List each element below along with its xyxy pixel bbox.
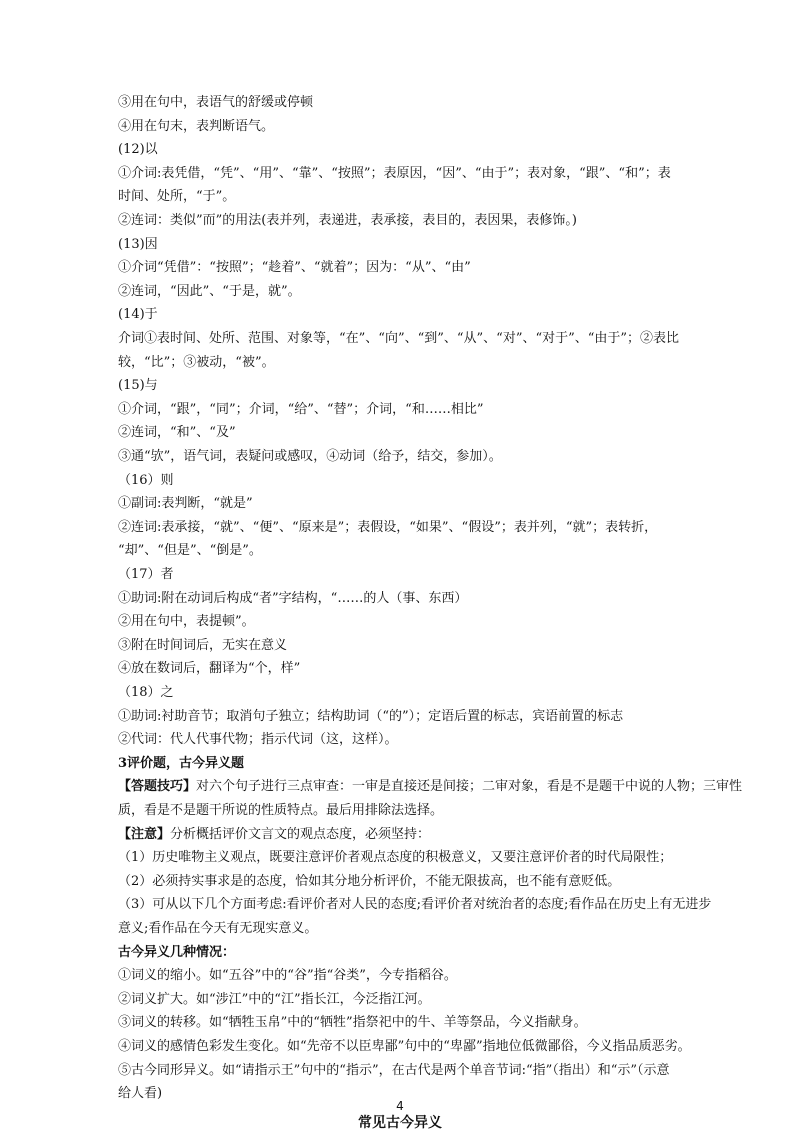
section-label: (15)与 xyxy=(118,378,158,394)
text-line: 介词①表时间、处所、范围、对象等，“在”、“向”、“到”、“从”、“对”、“对于”、“由于”；②表比 xyxy=(118,331,680,346)
note-label: 【注意】 xyxy=(118,826,171,842)
text-line: （3）可从以下几个方面考虑:看评价者对人民的态度;看评价者对统治者的态度;看作品在历史上有无进步 xyxy=(118,897,712,913)
note-text: 分析概括评价文言文的观点态度，必须坚持： xyxy=(170,826,431,842)
text-line: ②连词:表承接，“就”、“便”、“原来是”；表假设，“如果”、“假设”；表并列，“就”；表转折， xyxy=(118,519,658,535)
text-line: ④词义的感情色彩发生变化。如“先帝不以臣卑鄙”句中的“卑鄙”指地位低微鄙俗，今义指品质恶劣。 xyxy=(118,1039,691,1054)
text-line: ②连词，“因此”、“于是，就”。 xyxy=(118,283,301,299)
text-line: ①介词“凭借”：“按照”；“趁着”、“就着”；因为：“从”、“由” xyxy=(118,260,471,276)
section-label: (13)因 xyxy=(118,236,158,252)
section-heading: 古今异义几种情况： xyxy=(118,944,236,960)
text-line: 给人看) xyxy=(118,1086,163,1102)
text-line: ③附在时间词后，无实在意义 xyxy=(118,637,288,653)
text-line: ③用在句中，表语气的舒缓或停顿 xyxy=(118,95,314,110)
text-line: ②连词：类似”而”的用法(表并列，表递进，表承接，表目的，表因果，表修饰。) xyxy=(118,213,577,228)
section-label: (14)于 xyxy=(118,307,158,323)
tips-label: 【答题技巧】 xyxy=(118,779,197,795)
text-line: ①介词:表凭借，“凭”、“用”、“靠”、“按照”；表原因，“因”、“由于”；表对象，“跟”、“和”；表 xyxy=(118,165,671,181)
text-line: ⑤古今同形异义。如“请指示王”句中的“指示”，在古代是两个单音节词:“指”（指出）和“示”（示意 xyxy=(118,1062,670,1078)
text-line xyxy=(118,826,693,844)
text-line: ④放在数词后，翻译为“个，样” xyxy=(118,661,301,677)
section-title: 常见古今异义 xyxy=(358,1114,442,1131)
text-line: ②连词，“和”、“及” xyxy=(118,425,236,441)
section-label: (12)以 xyxy=(118,142,158,158)
text-line: ①介词，“跟”，“同”；介词，“给”、“替”；介词，“和……相比” xyxy=(118,401,484,417)
text-line: ④用在句末，表判断语气。 xyxy=(118,118,275,134)
section-heading: 3评价题，古今异义题 xyxy=(118,755,245,771)
text-line: ①助词:衬助音节；取消句子独立；结构助词（“的”）；定语后置的标志，宾语前置的标志 xyxy=(118,708,624,724)
section-label: （18）之 xyxy=(118,685,174,700)
text-line: ①词义的缩小。如“五谷”中的“谷”指“谷类”，今专指稻谷。 xyxy=(118,968,457,984)
text-line: ②代词：代人代事代物；指示代词（这，这样）。 xyxy=(118,732,398,748)
text-line: ②用在句中，表提顿”。 xyxy=(118,614,255,630)
section-label: （16）则 xyxy=(118,472,174,488)
text-line: ②词义扩大。如“涉江”中的“江”指长江，今泛指江河。 xyxy=(118,991,431,1007)
text-line: ③通“欤”，语气词，表疑问或感叹，④动词（给予，结交，参加）。 xyxy=(118,449,502,464)
text-line: ①助词:附在动词后构成“者”字结构，“……的人（事、东西） xyxy=(118,590,468,606)
page-number: 4 xyxy=(396,1099,404,1113)
text-line: 意义;看作品在今天有无现实意义。 xyxy=(118,921,318,936)
text-line xyxy=(118,778,743,796)
tips-text: 对六个句子进行三点审查：一审是直接还是间接；二审对象，看是不是题干中说的人物；三审性 xyxy=(196,779,743,795)
text-line: ③词义的转移。如“牺牲玉帛”中的“牺牲”指祭祀中的牛、羊等祭品，今义指献身。 xyxy=(118,1015,587,1031)
text-line: 时间、处所，“于”。 xyxy=(118,189,236,205)
text-line: 质，看是不是题干所说的性质特点。最后用排除法选择。 xyxy=(118,803,444,818)
section-label: （17）者 xyxy=(118,567,174,582)
text-line: 较，“比”；③被动，“被”。 xyxy=(118,354,275,370)
text-line: （1）历史唯物主义观点，既要注意评价者观点态度的积极意义，又要注意评价者的时代局限性； xyxy=(118,850,673,866)
text-line: （2）必须持实事求是的态度，恰如其分地分析评价，不能无限拔高，也不能有意贬低。 xyxy=(118,873,621,889)
text-line: “却”、“但是”、“倒是”。 xyxy=(118,543,262,559)
text-line: ①副词:表判断，“就是” xyxy=(118,496,253,512)
